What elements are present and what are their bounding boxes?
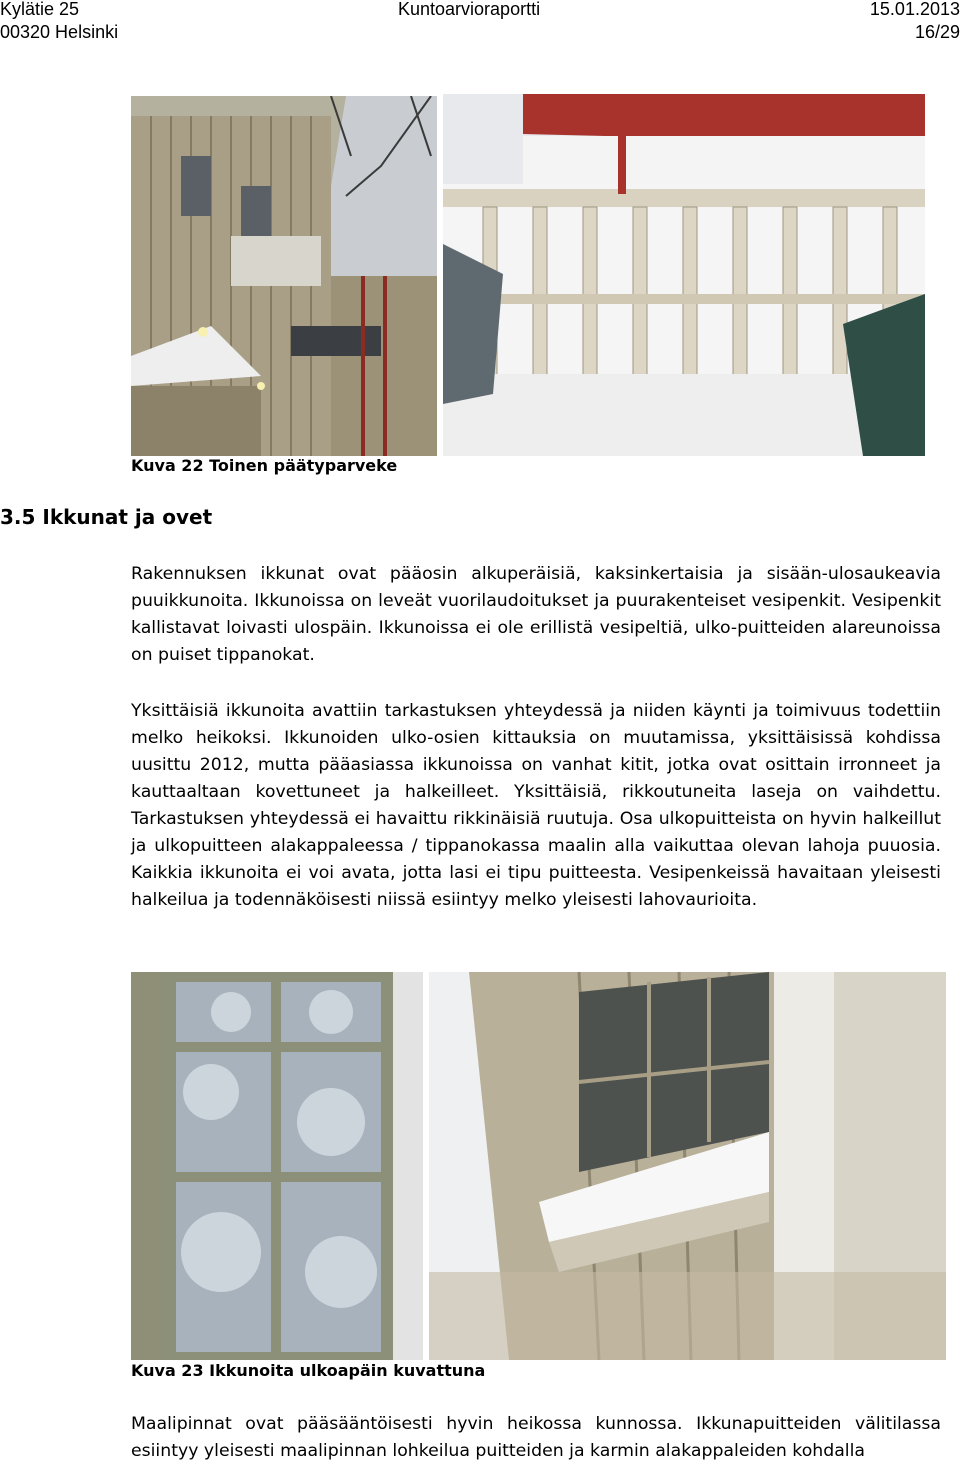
header-address-line2: 00320 Helsinki	[0, 22, 119, 42]
photo-snowy-balcony-railing	[443, 94, 925, 456]
paragraph-windows-description: Rakennuksen ikkunat ovat pääosin alkuperäisiä, kaksinkertaisia ja sisään-ulosaukeavia puuikkunoita. Ikkunoissa on leveät vuorilaudoitukset ja puurakenteiset vesipenkit. Vesipenkit kallistavat loivasti ulospäin. Ikkunoissa ei ole erillistä vesipeltiä, ulko-puitteiden alareunoissa on puiset tippanokat.	[131, 564, 941, 665]
paragraph-inspection-findings: Yksittäisiä ikkunoita avattiin tarkastuksen yhteydessä ja niiden käynti ja toimivuus todettiin melko heikoksi. Ikkunoiden ulko-osien kittauksia on muutamissa, yksittäisissä kohdissa uusittu 2012, mutta pääasiassa ikkunoissa on vanhat kitit, jotka ovat osittain irronneet ja kauttaaltaan kovettuneet ja halkeilleet. Yksittäisiä, rikkoutuneita laseja on vaihdettu. Tarkastuksen yhteydessä ei havaittu rikkinäisiä ruutuja. Osa ulkopuitteista on hyvin halkeillut ja ulkopuitteen alakappaleessa / tippanokassa maalin alla vaikuttaa olevan lahoja puuosia. Kaikkia ikkunoita ei voi avata, jotta lasi ei tipu puitteesta. Vesipenkeissä havaitaan yleisesti halkeilua ja todennäköisesti niissä esiintyy melko yleisesti lahovaurioita.	[131, 701, 941, 910]
figure23-caption: Kuva 23 Ikkunoita ulkoapäin kuvattuna	[131, 1361, 486, 1380]
figure22-caption: Kuva 22 Toinen päätyparveke	[131, 456, 398, 475]
photo-building-balcony	[131, 96, 437, 456]
photo-frosted-window	[131, 972, 423, 1360]
header-report-title: Kuntoarvioraportti	[398, 0, 541, 19]
header-address-line1: Kylätie 25	[0, 0, 80, 19]
section-title: 3.5 Ikkunat ja ovet	[0, 505, 213, 529]
paragraph-paint-condition: Maalipinnat ovat pääsääntöisesti hyvin heikossa kunnossa. Ikkunapuitteiden välitilassa esiintyy yleisesti maalipinnan lohkeilua puitteiden ja karmin alakappaleiden kohdalla	[131, 1414, 941, 1461]
photo-window-snowy-sill	[429, 972, 946, 1360]
header-date: 15.01.2013	[869, 0, 960, 19]
header-page-number: 16/29	[914, 22, 960, 42]
